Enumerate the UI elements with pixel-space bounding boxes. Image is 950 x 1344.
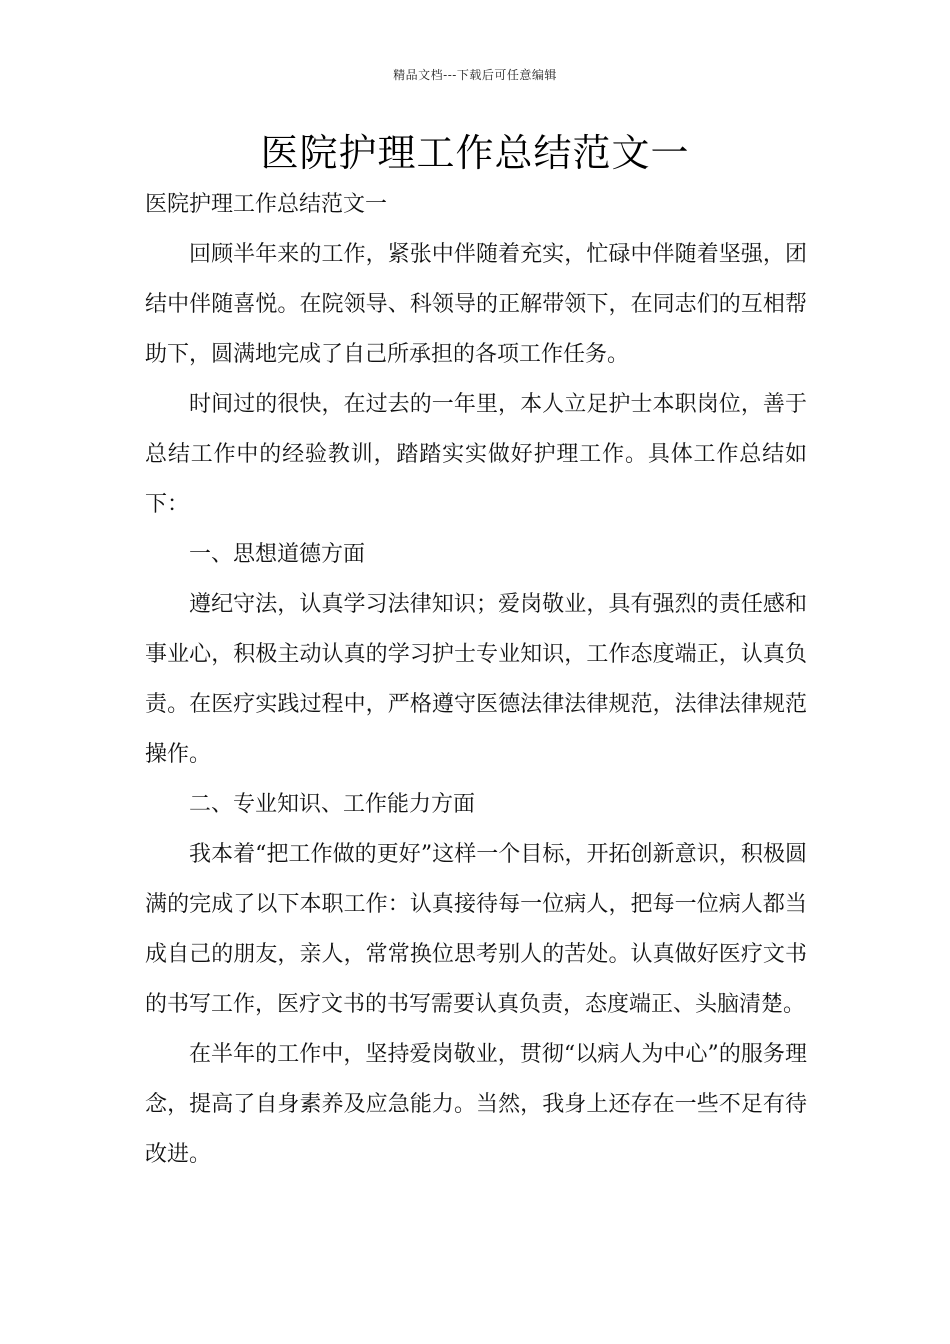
document-subtitle: 医院护理工作总结范文一 — [145, 192, 388, 217]
section-heading-ethics: 一、思想道德方面 — [189, 542, 366, 567]
document-body — [145, 180, 807, 1180]
paragraph-skills: 我本着“把工作做的更好”这样一个目标，开拓创新意识，积极圆满的完成了以下本职工作：认真接待每一位病人，把每一位病人都当成自己的朋友，亲人，常常换位思考别人的苦处。认真做好医疗文书的书写工作，医疗文书的书写需要认真负责，态度端正、头脑清楚。 — [145, 842, 807, 1017]
header-note: 精品文档---下载后可任意编辑 — [393, 68, 557, 82]
paragraph-ethics: 遵纪守法，认真学习法律知识；爱岗敬业，具有强烈的责任感和事业心，积极主动认真的学习护士专业知识，工作态度端正，认真负责。在医疗实践过程中，严格遵守医德法律法律规范，法律法律规范操作。 — [145, 592, 807, 767]
paragraph-review: 回顾半年来的工作，紧张中伴随着充实，忙碌中伴随着坚强，团结中伴随喜悦。在院领导、科领导的正解带领下，在同志们的互相帮助下，圆满地完成了自己所承担的各项工作任务。 — [145, 242, 807, 367]
document-title: 医院护理工作总结范文一 — [260, 131, 690, 175]
paragraph-intro: 时间过的很快，在过去的一年里，本人立足护士本职岗位，善于总结工作中的经验教训，踏踏实实做好护理工作。具体工作总结如下： — [145, 392, 807, 517]
section-heading-skills: 二、专业知识、工作能力方面 — [189, 792, 476, 817]
paragraph-conclusion: 在半年的工作中，坚持爱岗敬业，贯彻“以病人为中心”的服务理念，提高了自身素养及应急能力。当然，我身上还存在一些不足有待改进。 — [145, 1042, 807, 1167]
